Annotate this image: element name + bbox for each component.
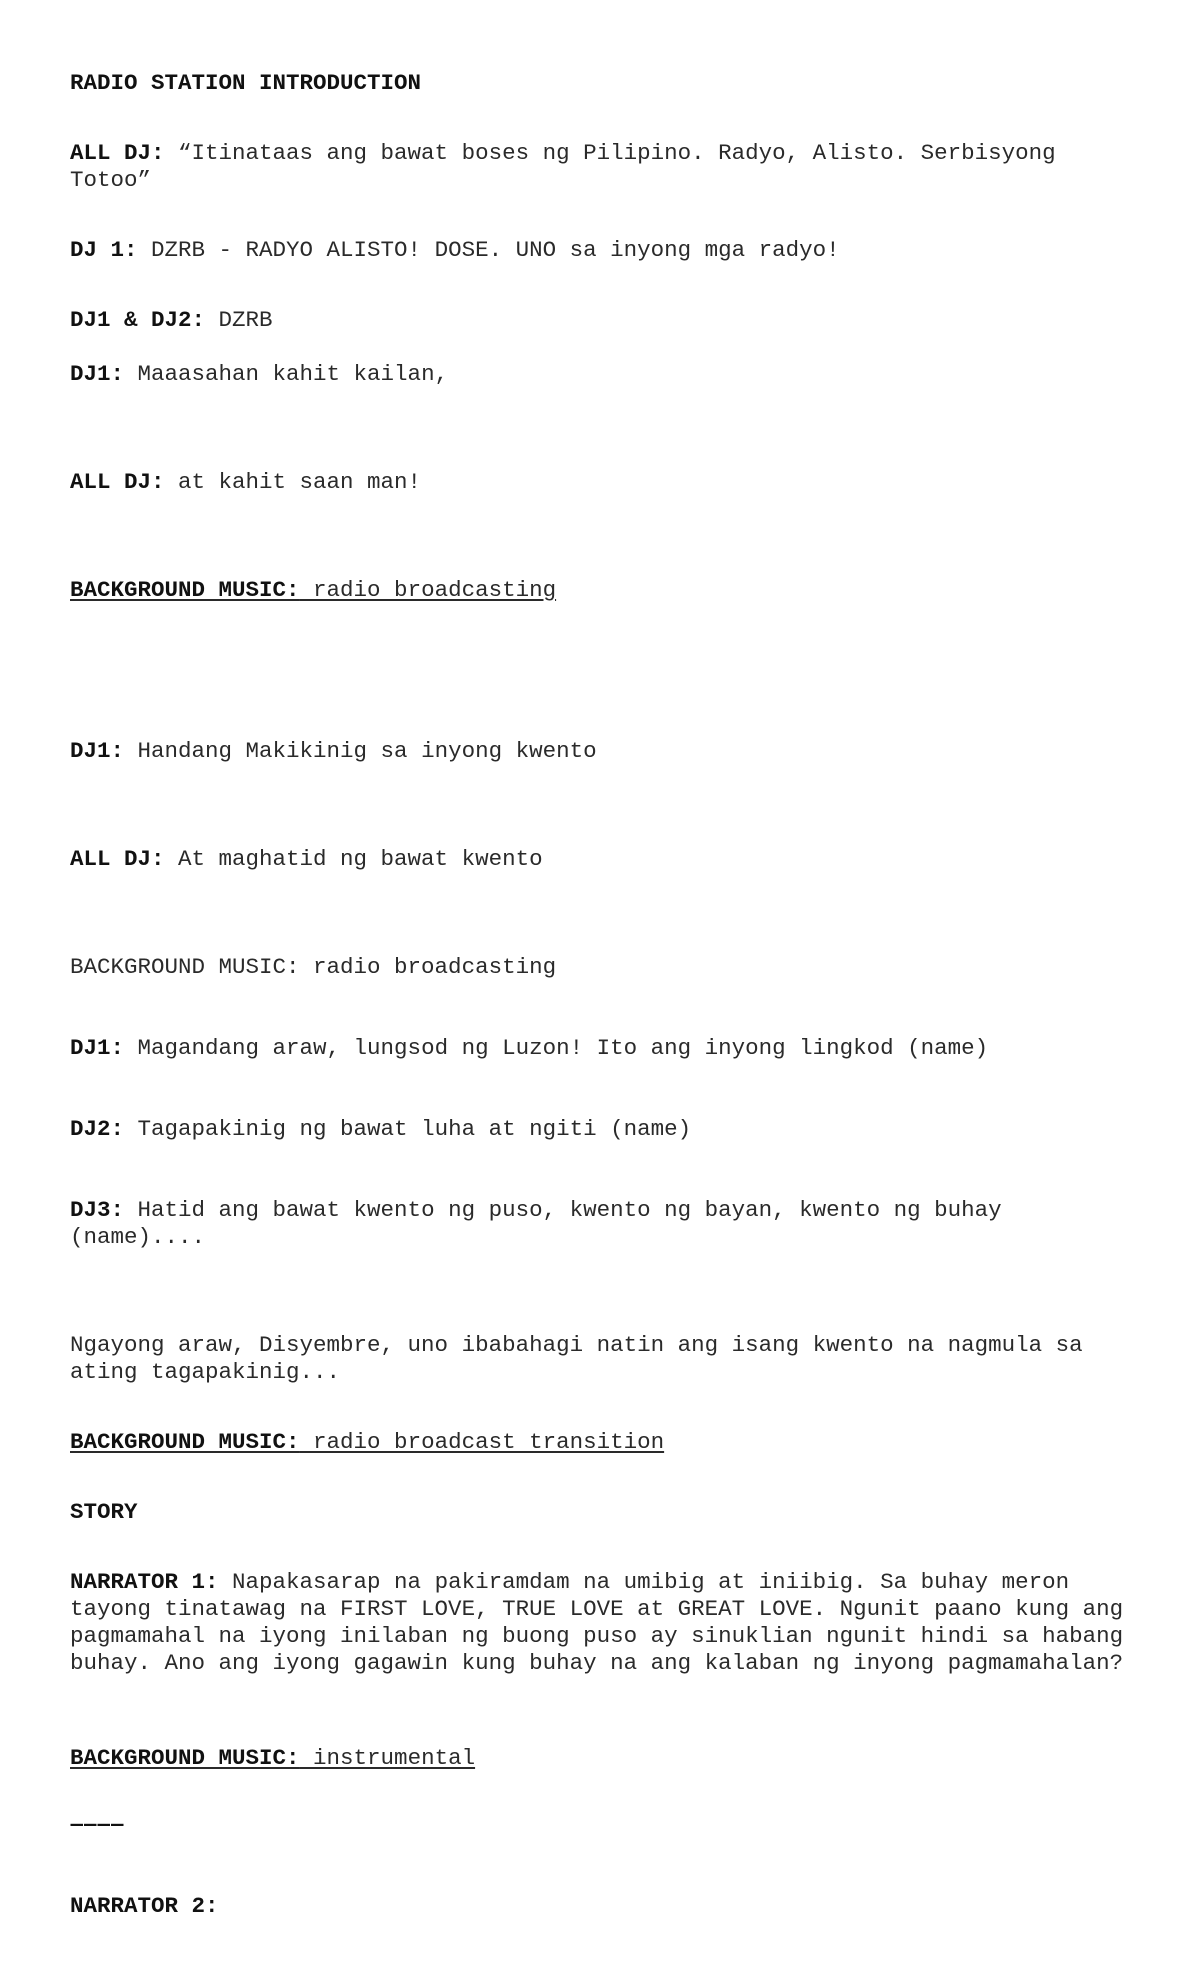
- cue-text: instrumental: [299, 1745, 476, 1771]
- speaker-label: DJ1:: [70, 1035, 125, 1061]
- script-line-dj1-maaasahan: [70, 361, 1150, 388]
- dialogue-text: Tagapakinig ng bawat luha at ngiti (name): [124, 1116, 692, 1142]
- heading-radio-station-introduction: RADIO STATION INTRODUCTION: [70, 70, 422, 96]
- script-line-all-dj-3: [70, 846, 1150, 873]
- cue-label: BACKGROUND MUSIC:: [70, 1429, 300, 1455]
- dialogue-text: Napakasarap na pakiramdam na umibig at iniibig. Sa buhay meron tayong tinatawag na FIRST LOVE, TRUE LOVE at GREAT LOVE. Ngunit paano kung ang pagmamahal na iyong inilaban ng buong puso ay sinuklian ngunit hindi sa habang buhay. Ano ang iyong gagawin kung buhay na ang kalaban ng inyong pagmamahalan?: [70, 1569, 1137, 1676]
- script-line-narrator-1: [70, 1569, 1150, 1677]
- script-line-dj1-handang: [70, 738, 1150, 765]
- speaker-label: ALL DJ:: [70, 140, 165, 166]
- cue-label: BACKGROUND MUSIC:: [70, 1745, 300, 1771]
- script-line-narrator-2: NARRATOR 2:: [70, 1893, 219, 1919]
- script-line-all-dj-1: [70, 140, 1150, 194]
- heading-story: STORY: [70, 1499, 138, 1525]
- speaker-label: DJ2:: [70, 1116, 125, 1142]
- script-line-dj3-hatid: [70, 1197, 1150, 1251]
- dialogue-text: Magandang araw, lungsod ng Luzon! Ito ang inyong lingkod (name): [124, 1035, 989, 1061]
- dialogue-text: At maghatid ng bawat kwento: [164, 846, 543, 872]
- cue-text: radio broadcasting: [299, 577, 557, 603]
- dialogue-text: DZRB - RADYO ALISTO! DOSE. UNO sa inyong mga radyo!: [137, 237, 840, 263]
- dialogue-text: Hatid ang bawat kwento ng puso, kwento ng bayan, kwento ng buhay (name)....: [70, 1197, 1016, 1250]
- dialogue-text: “Itinataas ang bawat boses ng Pilipino. Radyo, Alisto. Serbisyong Totoo”: [70, 140, 1070, 193]
- script-line-all-dj-2: [70, 469, 1150, 496]
- speaker-label: ALL DJ:: [70, 846, 165, 872]
- speaker-label: DJ 1:: [70, 237, 138, 263]
- speaker-label: DJ3:: [70, 1197, 125, 1223]
- speaker-label: DJ1 & DJ2:: [70, 307, 206, 333]
- cue-background-music-3: [70, 1429, 1150, 1456]
- speaker-label: DJ1:: [70, 361, 125, 387]
- script-line-dj1-magandang: [70, 1035, 1150, 1062]
- script-line-dj1-dzrb: [70, 237, 1150, 264]
- speaker-label: ALL DJ:: [70, 469, 165, 495]
- dialogue-text: DZRB: [205, 307, 273, 333]
- cue-label: BACKGROUND MUSIC:: [70, 577, 300, 603]
- dialogue-text: Maaasahan kahit kailan,: [124, 361, 449, 387]
- cue-background-music-1: [70, 577, 1150, 604]
- dialogue-text: at kahit saan man!: [164, 469, 422, 495]
- speaker-label: DJ1:: [70, 738, 125, 764]
- section-divider: ‒‒‒‒: [70, 1812, 125, 1838]
- cue-background-music-2: BACKGROUND MUSIC: radio broadcasting: [70, 954, 557, 980]
- script-line-ngayong-araw: Ngayong araw, Disyembre, uno ibabahagi natin ang isang kwento na nagmula sa ating tagapakinig...: [70, 1332, 1097, 1385]
- cue-text: radio broadcast transition: [299, 1429, 665, 1455]
- dialogue-text: Handang Makikinig sa inyong kwento: [124, 738, 597, 764]
- script-line-dj2-tagapakinig: [70, 1116, 1150, 1143]
- script-line-dj1-dj2: [70, 307, 1150, 334]
- cue-background-music-4: [70, 1745, 1150, 1772]
- speaker-label: NARRATOR 1:: [70, 1569, 219, 1595]
